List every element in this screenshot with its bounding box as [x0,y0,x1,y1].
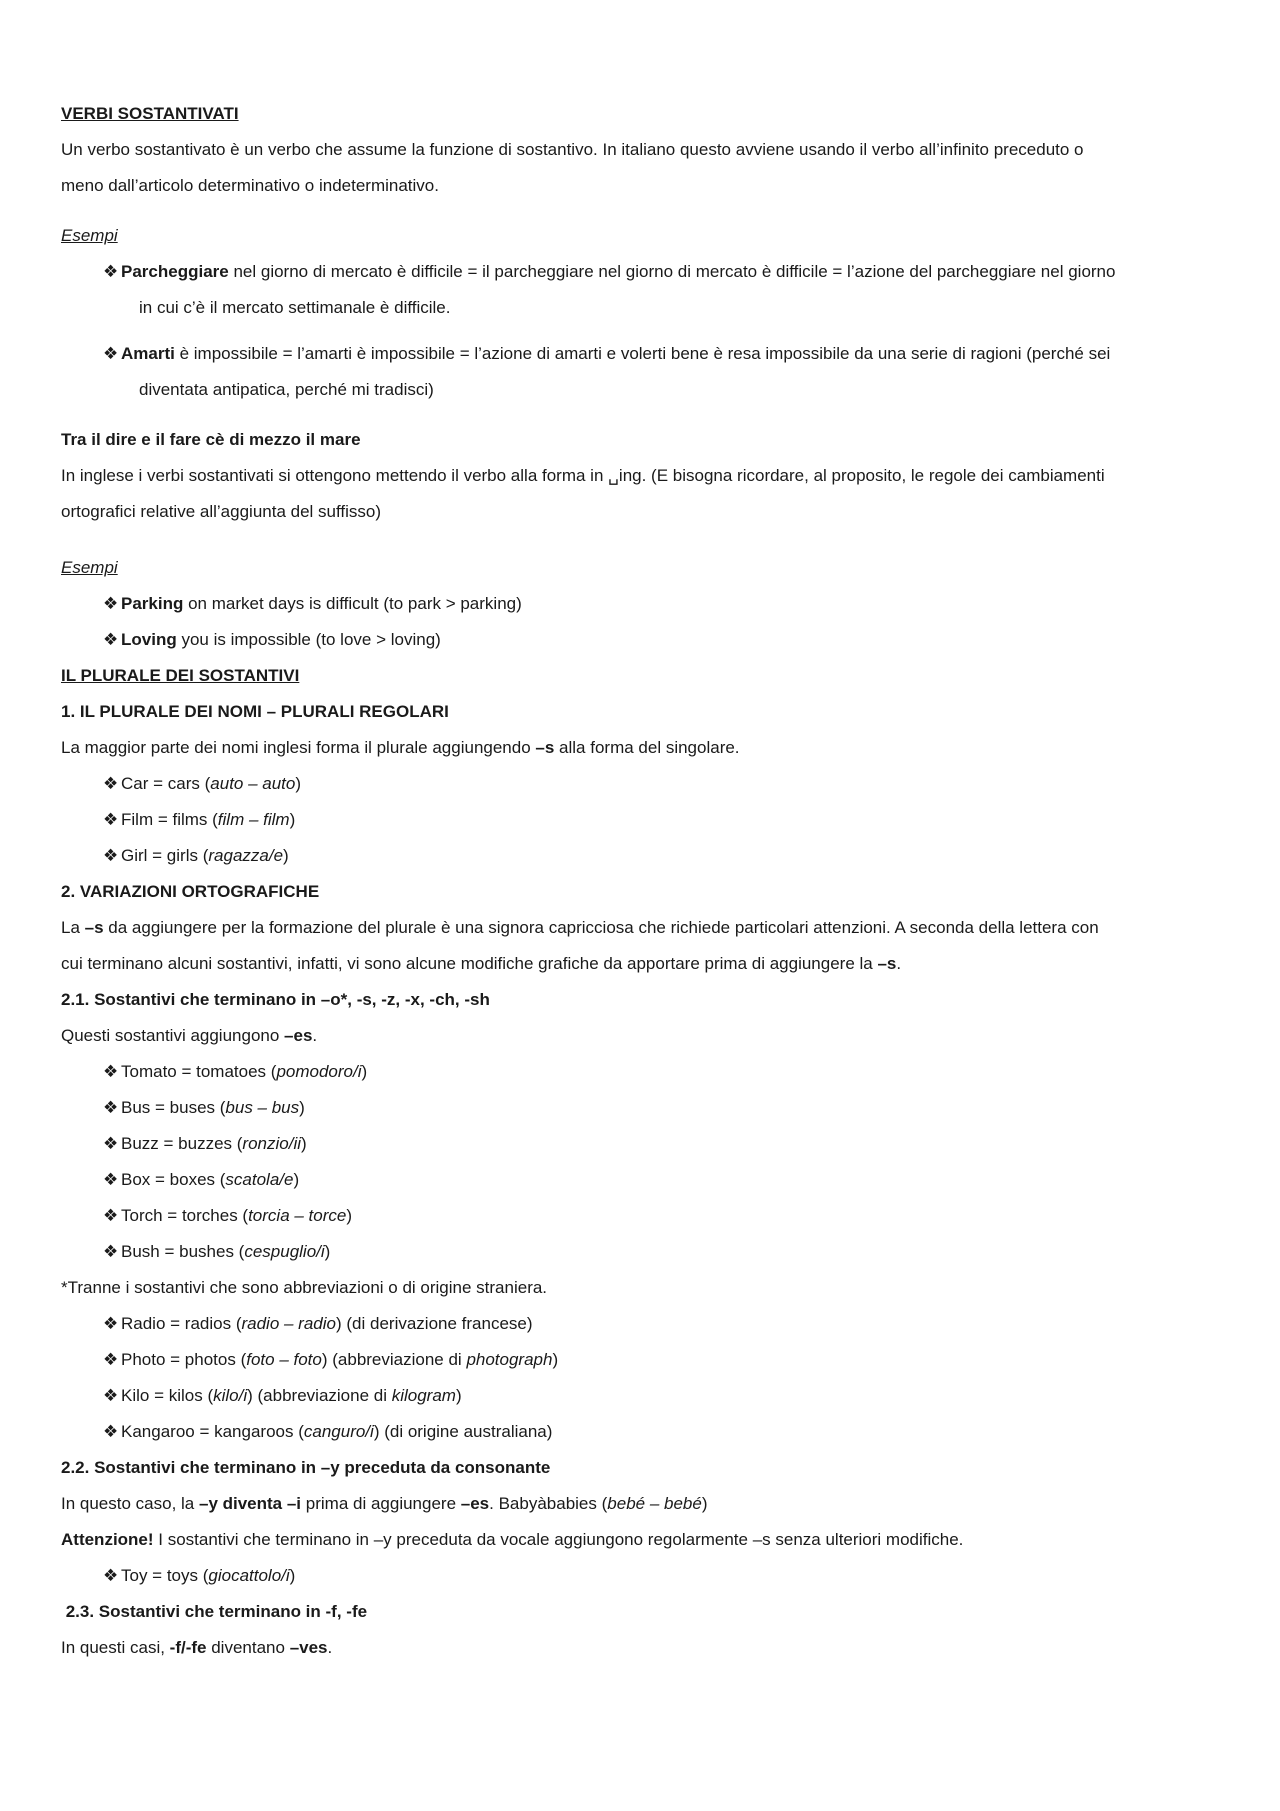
paragraph-line: ortografici relative all’aggiunta del suffisso) [61,502,382,521]
list-item: ❖ Bush = bushes (cespuglio/i) [61,1234,1221,1270]
bullet-icon: ❖ [103,846,119,865]
list-item: ❖ Kangaroo = kangaroos (canguro/i) (di origine australiana) [61,1414,1221,1450]
examples-label: Esempi [61,558,118,577]
bullet-icon: ❖ [103,262,119,281]
paragraph-line: La –s da aggiungere per la formazione del plurale è una signora capricciosa che richiede particolari attenzioni. A seconda della lettera con [61,918,1099,937]
bullet-icon: ❖ [103,1098,119,1117]
list-item: ❖ Car = cars (auto – auto) [61,766,1221,802]
bullet-icon: ❖ [103,594,119,613]
subsection-heading: 2.1. Sostantivi che terminano in –o*, -s, -z, -x, -ch, -sh [61,990,490,1009]
list-item: ❖ Bus = buses (bus – bus) [61,1090,1221,1126]
document-page [61,96,1221,1666]
list-item-continuation: in cui c’è il mercato settimanale è difficile. [139,298,451,317]
list-item: ❖ Buzz = buzzes (ronzio/ii) [61,1126,1221,1162]
list-item: ❖ Parcheggiare nel giorno di mercato è difficile = il parcheggiare nel giorno di mercato è difficile = l’azione del parcheggiare nel giorno [61,254,1221,290]
bullet-icon: ❖ [103,1134,119,1153]
paragraph-line: meno dall’articolo determinativo o indeterminativo. [61,176,439,195]
paragraph-line: In questi casi, -f/-fe diventano –ves. [61,1638,333,1657]
bullet-icon: ❖ [103,344,119,363]
section-title: VERBI SOSTANTIVATI [61,104,239,123]
list-item: ❖ Photo = photos (foto – foto) (abbreviazione di photograph) [61,1342,1221,1378]
section-heading: Tra il dire e il fare cè di mezzo il mare [61,430,361,449]
paragraph-line: cui terminano alcuni sostantivi, infatti, vi sono alcune modifiche grafiche da apportare prima di aggiungere la –s. [61,954,902,973]
paragraph-line: In questo caso, la –y diventa –i prima di aggiungere –es. Babyàbabies (bebé – bebé) [61,1494,708,1513]
subsection-heading: 1. IL PLURALE DEI NOMI – PLURALI REGOLARI [61,702,449,721]
subsection-heading: 2.2. Sostantivi che terminano in –y preceduta da consonante [61,1458,551,1477]
paragraph-line: In inglese i verbi sostantivati si ottengono mettendo il verbo alla forma in ␣ing. (E bisogna ricordare, al proposito, le regole dei cambiamenti [61,466,1105,485]
list-item: ❖ Loving you is impossible (to love > loving) [61,622,1221,658]
list-item: ❖ Parking on market days is difficult (to park > parking) [61,586,1221,622]
paragraph-line: Un verbo sostantivato è un verbo che assume la funzione di sostantivo. In italiano questo avviene usando il verbo all’infinito preceduto o [61,140,1084,159]
bullet-icon: ❖ [103,1314,119,1333]
bullet-icon: ❖ [103,1386,119,1405]
list-item: ❖ Radio = radios (radio – radio) (di derivazione francese) [61,1306,1221,1342]
bullet-icon: ❖ [103,810,119,829]
list-item: ❖ Amarti è impossibile = l’amarti è impossibile = l’azione di amarti e volerti bene è resa impossibile da una serie di ragioni (perché sei [61,336,1221,372]
bullet-icon: ❖ [103,774,119,793]
bullet-icon: ❖ [103,630,119,649]
bullet-icon: ❖ [103,1566,119,1585]
footnote: *Tranne i sostantivi che sono abbreviazioni o di origine straniera. [61,1278,548,1297]
paragraph-line: Questi sostantivi aggiungono –es. [61,1026,318,1045]
list-item: ❖ Girl = girls (ragazza/e) [61,838,1221,874]
bullet-icon: ❖ [103,1350,119,1369]
examples-label: Esempi [61,226,118,245]
list-item: ❖ Box = boxes (scatola/e) [61,1162,1221,1198]
bullet-icon: ❖ [103,1206,119,1225]
list-item: ❖ Torch = torches (torcia – torce) [61,1198,1221,1234]
list-item-continuation: diventata antipatica, perché mi tradisci) [139,380,434,399]
bullet-icon: ❖ [103,1422,119,1441]
list-item: ❖ Kilo = kilos (kilo/i) (abbreviazione di kilogram) [61,1378,1221,1414]
paragraph-line: Attenzione! I sostantivi che terminano in –y preceduta da vocale aggiungono regolarmente –s senza ulteriori modifiche. [61,1530,964,1549]
subsection-heading: 2. VARIAZIONI ORTOGRAFICHE [61,882,320,901]
paragraph-line: La maggior parte dei nomi inglesi forma il plurale aggiungendo –s alla forma del singolare. [61,738,740,757]
bullet-icon: ❖ [103,1062,119,1081]
bullet-icon: ❖ [103,1242,119,1261]
list-item: ❖ Film = films (film – film) [61,802,1221,838]
bullet-icon: ❖ [103,1170,119,1189]
subsection-heading: 2.3. Sostantivi che terminano in -f, -fe [61,1602,368,1621]
list-item: ❖ Toy = toys (giocattolo/i) [61,1558,1221,1594]
section-title: IL PLURALE DEI SOSTANTIVI [61,666,300,685]
list-item: ❖ Tomato = tomatoes (pomodoro/i) [61,1054,1221,1090]
